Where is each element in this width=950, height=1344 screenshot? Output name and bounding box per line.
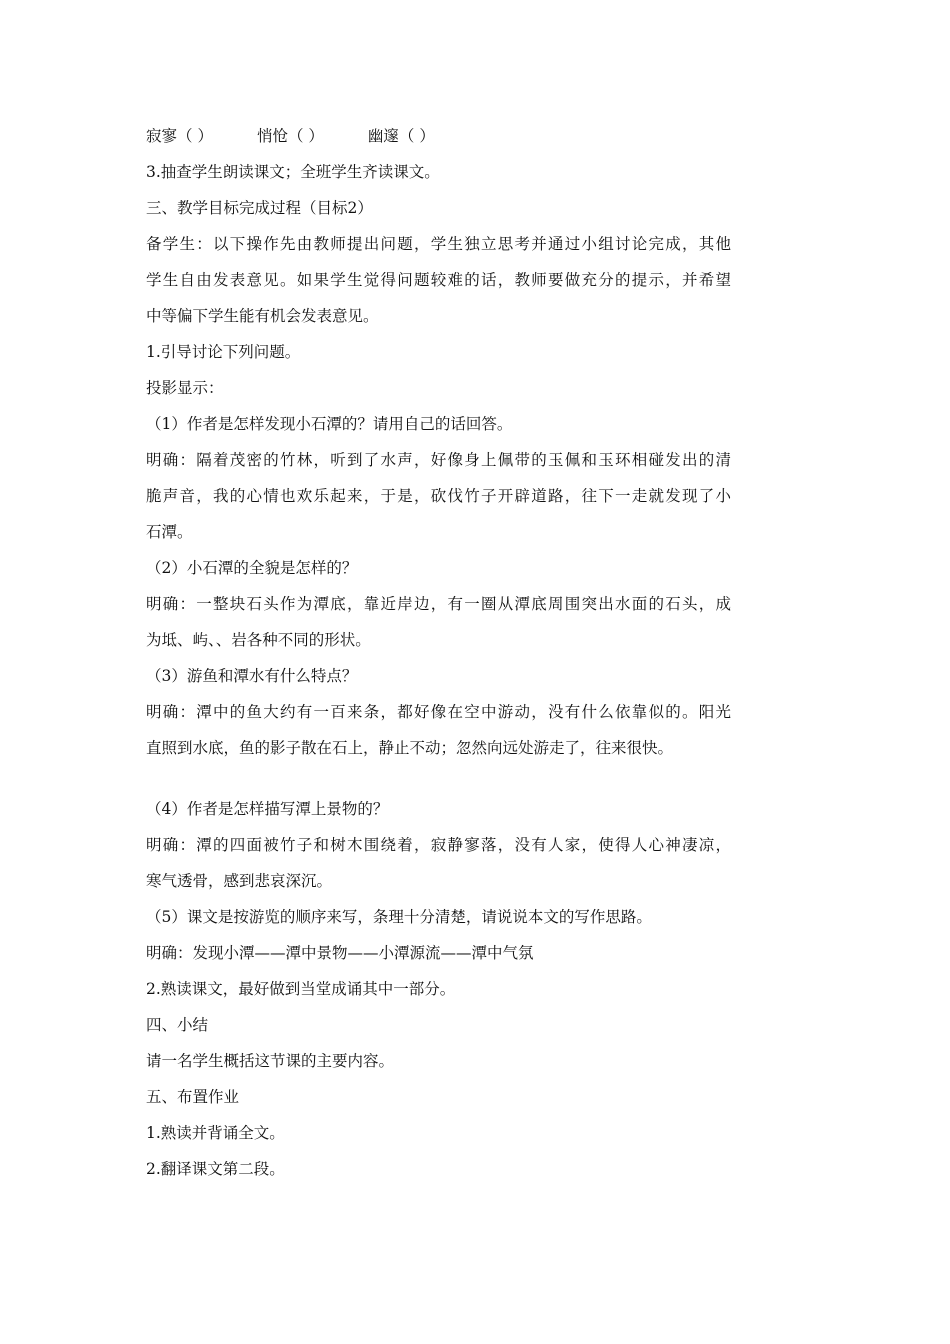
text-line: 1.引导讨论下列问题。 <box>146 343 301 361</box>
answer-line: 为坻、屿、、岩各种不同的形状。 <box>146 631 371 649</box>
text-line: 中等偏下学生能有机会发表意见。 <box>146 307 379 325</box>
vocab-word: 悄怆 <box>256 127 288 145</box>
text-line: 请一名学生概括这节课的主要内容。 <box>146 1052 395 1070</box>
vocab-blank: （ ） <box>287 127 324 145</box>
question-line: （1）作者是怎样发现小石潭的？请用自己的话回答。 <box>146 415 513 433</box>
section-heading: 五、布置作业 <box>146 1088 240 1106</box>
text-line: 备学生：以下操作先由教师提出问题，学生独立思考并通过小组讨论完成，其他 <box>146 235 731 253</box>
section-heading: 三、教学目标完成过程（目标2） <box>146 199 373 217</box>
answer-line: 明确：发现小潭——潭中景物——小潭源流——潭中气氛 <box>146 944 534 962</box>
question-line: （5）课文是按游览的顺序来写，条理十分清楚，请说说本文的写作思路。 <box>146 908 652 926</box>
answer-line: 明确：一整块石头作为潭底，靠近岸边，有一圈从潭底周围突出水面的石头，成 <box>146 595 731 613</box>
answer-line: 明确：潭中的鱼大约有一百来条，都好像在空中游动，没有什么依靠似的。阳光 <box>146 703 731 721</box>
text-line: 2.翻译课文第二段。 <box>146 1160 285 1178</box>
vocab-blank: （ ） <box>177 127 213 145</box>
question-line: （2）小石潭的全貌是怎样的？ <box>146 559 358 577</box>
answer-line: 直照到水底，鱼的影子散在石上，静止不动；忽然向远处游走了，往来很快。 <box>146 739 674 757</box>
question-line: （3）游鱼和潭水有什么特点？ <box>146 667 358 685</box>
answer-line: 寒气透骨，感到悲哀深沉。 <box>146 872 333 890</box>
answer-line: 脆声音，我的心情也欢乐起来，于是，砍伐竹子开辟道路，往下一走就发现了小 <box>146 487 731 505</box>
vocab-word: 寂寥 <box>146 127 178 145</box>
text-line: 学生自由发表意见。如果学生觉得问题较难的话，教师要做充分的提示，并希望 <box>146 271 731 289</box>
question-line: （4）作者是怎样描写潭上景物的？ <box>146 800 389 818</box>
answer-line: 明确：隔着茂密的竹林，听到了水声，好像身上佩带的玉佩和玉环相碰发出的清 <box>146 451 731 469</box>
vocab-fill-row <box>146 126 435 146</box>
vocab-blank: （ ） <box>398 127 435 145</box>
section-heading: 四、小结 <box>146 1016 209 1034</box>
text-line: 投影显示： <box>146 379 224 397</box>
vocab-word: 幽邃 <box>367 127 399 145</box>
answer-line: 石潭。 <box>146 523 193 541</box>
text-line: 1.熟读并背诵全文。 <box>146 1124 285 1142</box>
text-line: 3.抽查学生朗读课文；全班学生齐读课文。 <box>146 163 440 181</box>
answer-line: 明确：潭的四面被竹子和树木围绕着，寂静寥落，没有人家，使得人心神凄凉， <box>146 836 731 854</box>
text-line: 2.熟读课文，最好做到当堂成诵其中一部分。 <box>146 980 456 998</box>
